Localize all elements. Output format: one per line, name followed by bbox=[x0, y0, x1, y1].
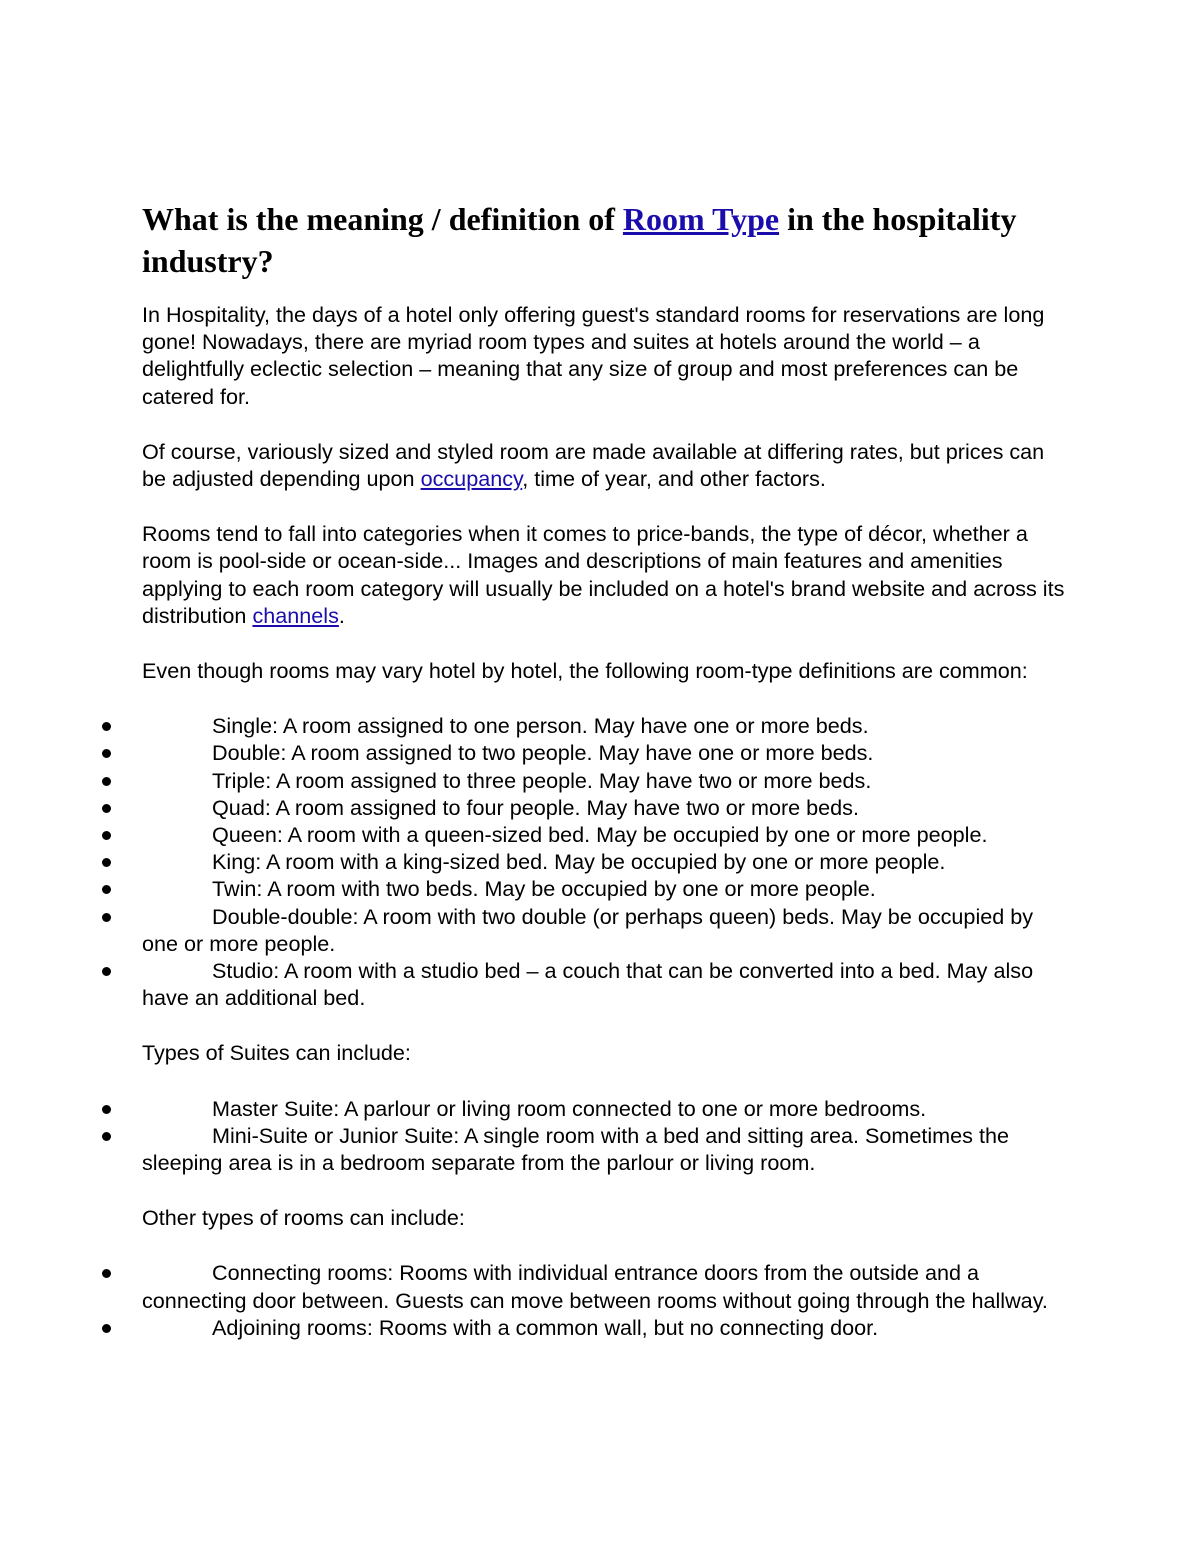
pricing-text-after: , time of year, and other factors. bbox=[522, 466, 826, 492]
categories-text-after: . bbox=[338, 602, 345, 628]
list-item-text: Connecting rooms: Rooms with individual entrance doors from the outside and a connecting door between. Guests can move between rooms without going through the hallway. bbox=[142, 1260, 1048, 1313]
suites-intro: Types of Suites can include: bbox=[142, 1040, 411, 1066]
bullet-icon bbox=[102, 749, 111, 758]
room-type-link[interactable]: Room Type bbox=[622, 201, 780, 237]
room-types-list bbox=[142, 712, 1072, 1011]
list-item-text: Adjoining rooms: Rooms with a common wall, but no connecting door. bbox=[212, 1314, 879, 1340]
bullet-icon bbox=[102, 777, 111, 786]
bullet-icon bbox=[102, 1324, 111, 1333]
definitions-intro: Even though rooms may vary hotel by hotel, the following room-type definitions are common: bbox=[142, 658, 1028, 684]
list-item bbox=[142, 739, 1072, 766]
title-part-2: in the hospitality industry? bbox=[142, 201, 1017, 279]
list-item-text: Studio: A room with a studio bed – a couch that can be converted into a bed. May also have an additional bed. bbox=[142, 958, 1034, 1011]
document-page bbox=[142, 198, 1072, 1369]
bullet-icon bbox=[102, 1105, 111, 1114]
bullet-icon bbox=[102, 831, 111, 840]
bullet-icon bbox=[102, 967, 111, 976]
categories-text-before: Rooms tend to fall into categories when it comes to price-bands, the type of décor, whether a room is pool-side or ocean-side... Images and descriptions of main features and amenities applying to each room category will usually be included on a hotel's brand website and across its distribution bbox=[142, 521, 1065, 628]
bullet-icon bbox=[102, 804, 111, 813]
bullet-icon bbox=[102, 885, 111, 894]
list-item-text: Single: A room assigned to one person. May have one or more beds. bbox=[212, 713, 869, 739]
intro-paragraph: In Hospitality, the days of a hotel only offering guest's standard rooms for reservations are long gone! Nowadays, there are myriad room types and suites at hotels around the world – a delightfully eclectic selection – meaning that any size of group and most preferences can be catered for. bbox=[142, 302, 1045, 409]
pricing-text-before: Of course, variously sized and styled room are made available at differing rates, but prices can be adjusted depending upon bbox=[142, 438, 1045, 492]
list-item bbox=[142, 1095, 1072, 1122]
other-types-list bbox=[142, 1259, 1072, 1341]
other-intro: Other types of rooms can include: bbox=[142, 1205, 465, 1231]
page-title bbox=[142, 198, 1072, 282]
list-item-text: Triple: A room assigned to three people. May have two or more beds. bbox=[212, 767, 872, 793]
bullet-icon bbox=[102, 858, 111, 867]
list-item-text: Double: A room assigned to two people. May have one or more beds. bbox=[212, 740, 874, 766]
list-item-text: Quad: A room assigned to four people. May have two or more beds. bbox=[212, 794, 859, 820]
list-item-text: Mini-Suite or Junior Suite: A single room with a bed and sitting area. Sometimes the sleeping area is in a bedroom separate from the parlour or living room. bbox=[142, 1122, 1009, 1176]
bullet-icon bbox=[102, 722, 111, 731]
suite-types-list bbox=[142, 1095, 1072, 1177]
list-item bbox=[142, 957, 1072, 1011]
list-item-text: King: A room with a king-sized bed. May be occupied by one or more people. bbox=[212, 849, 946, 875]
list-item bbox=[142, 903, 1072, 957]
list-item bbox=[142, 875, 1072, 902]
bullet-icon bbox=[102, 913, 111, 922]
list-item-text: Master Suite: A parlour or living room connected to one or more bedrooms. bbox=[212, 1095, 927, 1121]
list-item bbox=[142, 848, 1072, 875]
list-item bbox=[142, 821, 1072, 848]
list-item bbox=[142, 712, 1072, 739]
list-item bbox=[142, 794, 1072, 821]
categories-paragraph bbox=[142, 520, 1072, 629]
list-item bbox=[142, 1122, 1072, 1176]
title-part-1: What is the meaning / definition of bbox=[142, 201, 623, 237]
pricing-paragraph bbox=[142, 438, 1072, 492]
list-item bbox=[142, 767, 1072, 794]
list-item-text: Queen: A room with a queen-sized bed. May be occupied by one or more people. bbox=[212, 822, 988, 848]
list-item-text: Twin: A room with two beds. May be occupied by one or more people. bbox=[212, 876, 876, 902]
list-item-text: Double-double: A room with two double (or perhaps queen) beds. May be occupied by one or more people. bbox=[142, 903, 1034, 956]
bullet-icon bbox=[102, 1269, 111, 1278]
bullet-icon bbox=[102, 1132, 111, 1141]
channels-link[interactable]: channels bbox=[252, 602, 339, 628]
occupancy-link[interactable]: occupancy bbox=[420, 466, 523, 492]
list-item bbox=[142, 1314, 1072, 1341]
list-item bbox=[142, 1259, 1072, 1313]
